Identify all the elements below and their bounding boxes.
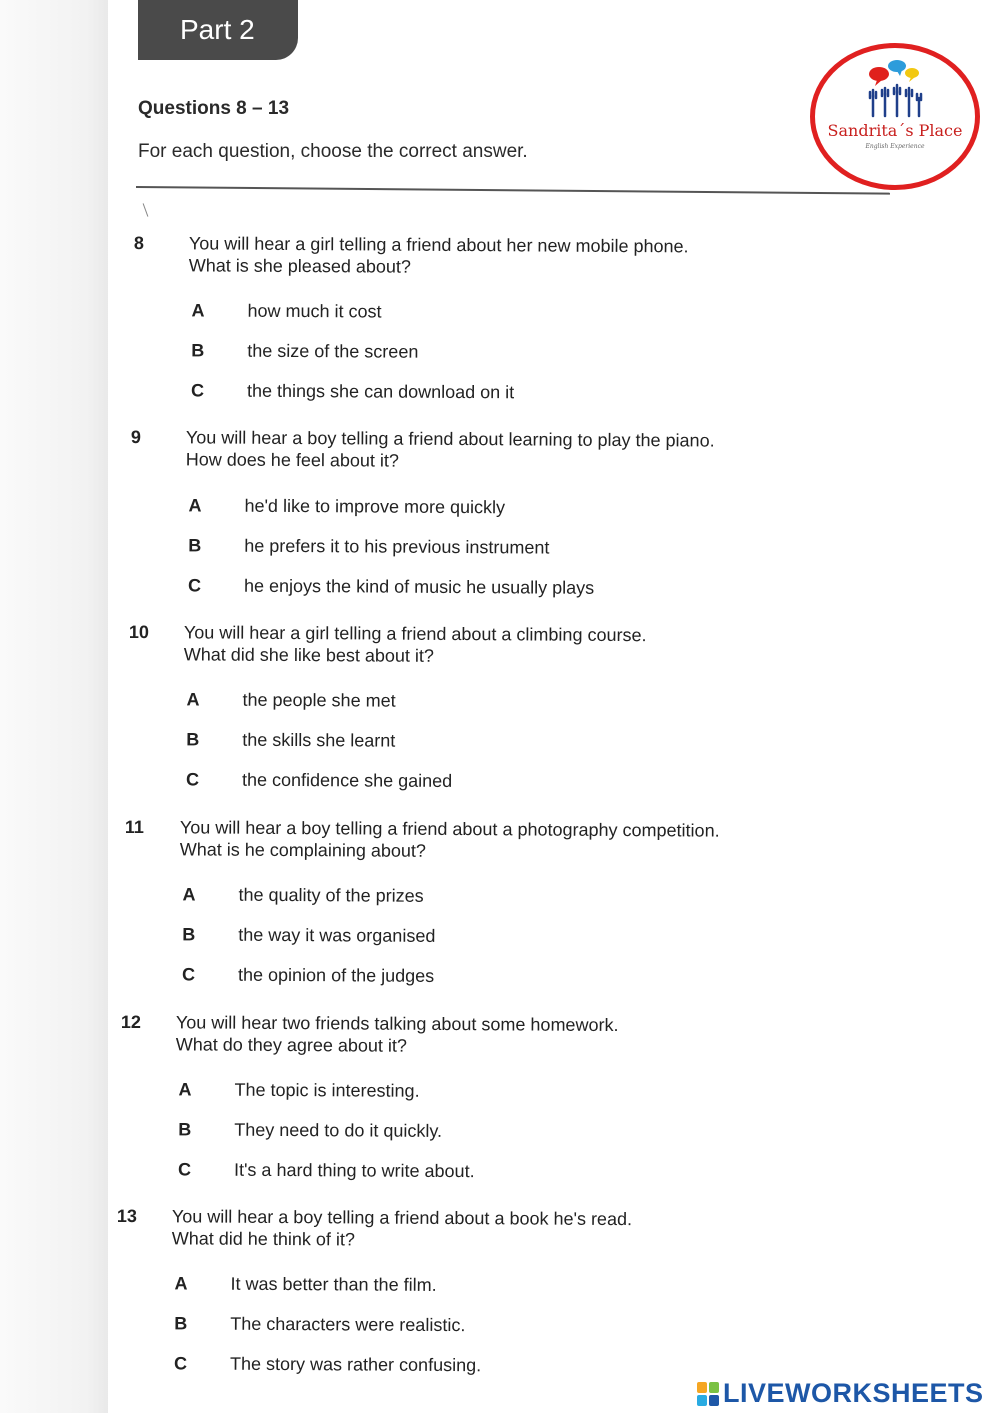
option-c[interactable]: [177, 1158, 798, 1182]
question-9: [130, 426, 811, 598]
part-tab: [138, 0, 298, 60]
question-13: [116, 1205, 797, 1376]
option-letter: B: [182, 924, 196, 945]
option-text: It's a hard thing to write about.: [233, 1159, 475, 1182]
option-text: the things she can download on it: [246, 380, 515, 403]
option-text: how much it cost: [247, 300, 382, 322]
option-a[interactable]: [174, 1272, 795, 1295]
option-letter: A: [178, 1079, 192, 1100]
option-a[interactable]: [188, 494, 809, 518]
option-letter: B: [186, 729, 200, 750]
question-stem: What is he complaining about?: [179, 839, 427, 861]
question-context: You will hear a girl telling a friend about a climbing course.: [183, 622, 647, 646]
option-letter: B: [178, 1119, 192, 1140]
question-prompt: [176, 1011, 816, 1059]
option-letter: C: [185, 769, 200, 790]
question-stem: How does he feel about it?: [185, 449, 400, 471]
option-letter: C: [181, 964, 196, 985]
question-prompt: [184, 621, 824, 669]
option-c[interactable]: [181, 963, 802, 986]
option-text: The characters were realistic.: [230, 1313, 466, 1336]
logo-name: Sandrita´s Place: [827, 121, 963, 140]
question-number: 10: [128, 622, 150, 643]
question-10: [128, 621, 809, 791]
question-number: 12: [120, 1012, 142, 1033]
questions-heading: Questions 8 – 13: [138, 98, 290, 119]
question-11: [124, 816, 805, 986]
stray-mark: [143, 203, 149, 216]
option-c[interactable]: [187, 574, 808, 598]
option-letter: C: [177, 1159, 192, 1180]
option-text: the skills she learnt: [242, 729, 396, 751]
question-stem: What do they agree about it?: [175, 1034, 408, 1056]
option-c[interactable]: [173, 1352, 794, 1376]
option-text: he'd like to improve more quickly: [244, 495, 506, 518]
brand-wordmark: LIVEWORKSHEETS: [723, 1378, 984, 1408]
option-text: They need to do it quickly.: [234, 1119, 443, 1141]
option-letter: A: [186, 689, 200, 710]
option-letter: C: [187, 575, 202, 596]
option-text: the way it was organised: [238, 924, 436, 946]
question-stem: What did she like best about it?: [183, 644, 435, 666]
option-letter: A: [188, 495, 202, 516]
question-number: 8: [133, 232, 145, 254]
question-number: 9: [130, 426, 142, 448]
option-b[interactable]: [178, 1118, 798, 1141]
question-context: You will hear a boy telling a friend about a book he's read.: [171, 1206, 633, 1230]
question-context: You will hear a boy telling a friend about a photography competition.: [179, 817, 720, 841]
sandritas-place-logo: [810, 43, 980, 190]
option-text: The topic is interesting.: [234, 1079, 420, 1101]
option-a[interactable]: [178, 1078, 799, 1101]
question-stem: What is she pleased about?: [188, 255, 412, 277]
option-letter: C: [190, 380, 205, 401]
option-text: the size of the screen: [247, 340, 419, 362]
divider-line: [136, 186, 890, 195]
question-prompt: [172, 1205, 812, 1253]
option-letter: B: [174, 1313, 188, 1334]
option-letter: B: [188, 535, 202, 556]
question-12: [120, 1011, 801, 1182]
liveworksheets-brand[interactable]: [697, 1376, 997, 1410]
question-number: 13: [116, 1206, 138, 1227]
option-text: the quality of the prizes: [238, 884, 424, 906]
option-letter: A: [174, 1273, 188, 1294]
option-b[interactable]: [191, 339, 811, 362]
part-label: Part 2: [180, 14, 255, 45]
option-text: he prefers it to his previous instrument: [244, 535, 550, 558]
instructions-text: For each question, choose the correct answer.: [138, 141, 528, 162]
option-letter: B: [191, 340, 205, 361]
question-context: You will hear a girl telling a friend about her new mobile phone.: [188, 233, 689, 257]
question-8: [133, 232, 814, 403]
logo-tagline: English Experience: [865, 143, 925, 150]
liveworksheets-logo-icon: [697, 1382, 719, 1406]
option-text: It was better than the film.: [230, 1273, 437, 1295]
option-a[interactable]: [186, 688, 807, 711]
option-c[interactable]: [185, 768, 806, 791]
option-b[interactable]: [174, 1312, 794, 1336]
question-number: 11: [124, 817, 145, 838]
option-text: the confidence she gained: [241, 769, 453, 791]
option-letter: C: [173, 1353, 188, 1374]
option-text: he enjoys the kind of music he usually plays: [243, 575, 595, 598]
option-a[interactable]: [182, 883, 803, 906]
speech-bubbles-hands-icon: [867, 58, 923, 120]
option-letter: A: [182, 884, 196, 905]
question-context: You will hear a boy telling a friend about learning to play the piano.: [185, 427, 715, 451]
option-c[interactable]: [190, 379, 811, 403]
option-b[interactable]: [188, 534, 808, 558]
question-prompt: [186, 426, 826, 474]
option-b[interactable]: [182, 923, 802, 946]
question-stem: What did he think of it?: [171, 1228, 355, 1250]
option-text: the people she met: [242, 689, 396, 711]
option-text: The story was rather confusing.: [229, 1353, 482, 1376]
option-letter: A: [191, 300, 205, 321]
option-a[interactable]: [191, 299, 812, 322]
page-edge-shadow: [0, 0, 108, 1413]
question-prompt: [189, 232, 829, 280]
option-text: the opinion of the judges: [237, 964, 435, 986]
question-context: You will hear two friends talking about some homework.: [175, 1012, 619, 1036]
option-b[interactable]: [186, 728, 806, 751]
question-prompt: [180, 816, 820, 864]
